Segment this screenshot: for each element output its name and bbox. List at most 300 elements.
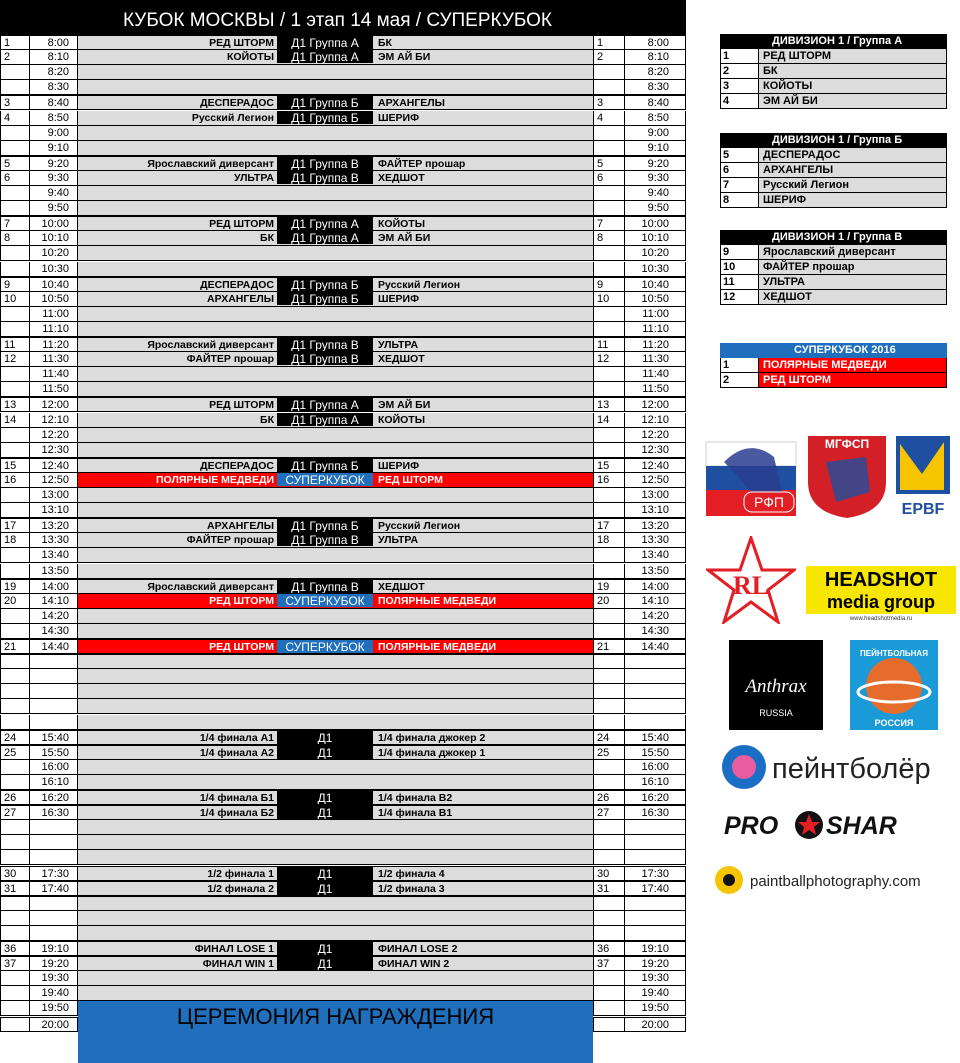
schedule-row — [0, 775, 686, 790]
game-time-right: 19:20 — [625, 956, 686, 971]
game-number-right — [593, 971, 625, 986]
match-cell — [78, 171, 593, 186]
game-number — [0, 428, 30, 443]
team-left: 1/4 финала А2 — [199, 746, 274, 759]
schedule-row — [0, 397, 686, 412]
game-number — [0, 367, 30, 382]
game-time-right: 11:20 — [625, 337, 686, 352]
ceremony-banner — [78, 1001, 593, 1063]
game-number: 2 — [0, 50, 30, 65]
anthrax-logo — [729, 640, 823, 730]
match-cell — [78, 307, 593, 322]
match-cell — [78, 231, 593, 246]
game-time: 8:20 — [30, 65, 78, 80]
game-number-right — [593, 262, 625, 277]
game-number — [0, 684, 30, 699]
schedule-row — [0, 624, 686, 639]
game-number-right — [593, 201, 625, 216]
team-name: ФАЙТЕР прошар — [763, 261, 855, 273]
schedule-row — [0, 307, 686, 322]
team-right: ФИНАЛ LOSE 2 — [378, 943, 458, 955]
team-right: Русский Легион — [378, 278, 461, 291]
team-seed: 6 — [721, 163, 759, 177]
schedule-row — [0, 231, 686, 246]
team-right: ШЕРИФ — [378, 111, 420, 124]
game-number — [0, 307, 30, 322]
match-cell — [78, 95, 593, 110]
schedule-row — [0, 201, 686, 216]
proshar-right: SHAR — [826, 812, 897, 840]
match-cell — [78, 594, 593, 609]
schedule-row — [0, 896, 686, 911]
game-number-right: 7 — [593, 216, 625, 231]
team-left: ДЕСПЕРАДОС — [200, 459, 274, 472]
game-time: 11:40 — [30, 367, 78, 382]
division-label: СУПЕРКУБОК — [277, 640, 373, 653]
game-time-right — [625, 926, 686, 941]
team-left: АРХАНГЕЛЫ — [207, 520, 274, 533]
game-time — [30, 850, 78, 865]
division-label: Д1 Группа Б — [277, 459, 373, 472]
schedule-row — [0, 111, 686, 126]
game-time-right: 13:30 — [625, 533, 686, 548]
game-time: 16:30 — [30, 805, 78, 820]
epbf-text: EPBF — [901, 501, 945, 518]
game-number-right — [593, 624, 625, 639]
game-number-right: 8 — [593, 231, 625, 246]
group-team-row — [720, 193, 947, 208]
game-time-right: 17:40 — [625, 881, 686, 896]
game-time-right: 10:30 — [625, 262, 686, 277]
match-cell — [78, 624, 593, 639]
game-number — [0, 503, 30, 518]
game-time-right: 14:40 — [625, 639, 686, 654]
match-cell — [78, 820, 593, 835]
game-number: 18 — [0, 533, 30, 548]
game-time: 8:30 — [30, 80, 78, 95]
division-label: Д1 Группа В — [277, 171, 373, 184]
game-time-right: 14:30 — [625, 624, 686, 639]
game-time: 13:00 — [30, 488, 78, 503]
game-time: 10:00 — [30, 216, 78, 231]
match-cell — [78, 805, 593, 820]
schedule-row — [0, 262, 686, 277]
match-cell — [78, 835, 593, 850]
division-label: Д1 — [277, 882, 373, 895]
game-number-right — [593, 760, 625, 775]
match-cell — [78, 790, 593, 805]
team-name: РЕД ШТОРМ — [763, 50, 831, 62]
match-cell — [78, 669, 593, 684]
match-cell — [78, 246, 593, 261]
game-number-right: 36 — [593, 941, 625, 956]
match-cell — [78, 262, 593, 277]
game-number-right — [593, 443, 625, 458]
division-label: Д1 Группа А — [277, 413, 373, 426]
game-number — [0, 246, 30, 261]
schedule-row — [0, 790, 686, 805]
team-seed: 10 — [721, 260, 759, 274]
team-left: 1/4 финала А1 — [199, 731, 274, 744]
team-right: УЛЬТРА — [378, 534, 419, 547]
game-number-right — [593, 1001, 625, 1016]
team-left: Ярославский диверсант — [147, 580, 274, 593]
game-time: 9:40 — [30, 186, 78, 201]
schedule-row — [0, 760, 686, 775]
group-team-row — [720, 79, 947, 94]
game-time: 10:10 — [30, 231, 78, 246]
schedule-row — [0, 126, 686, 141]
supercup-title: СУПЕРКУБОК 2016 — [720, 343, 947, 358]
schedule-row — [0, 50, 686, 65]
match-cell — [78, 881, 593, 896]
game-time-right: 9:00 — [625, 126, 686, 141]
game-number-right — [593, 715, 625, 730]
team-seed: 4 — [721, 94, 759, 108]
game-number-right: 9 — [593, 277, 625, 292]
team-left: Ярославский диверсант — [147, 157, 274, 170]
game-number — [0, 186, 30, 201]
division-label: Д1 — [277, 957, 373, 970]
schedule-row — [0, 518, 686, 533]
schedule-row — [0, 65, 686, 80]
team-left: 1/2 финала 1 — [207, 867, 274, 880]
team-seed: 1 — [721, 49, 759, 63]
team-left: Русский Легион — [191, 111, 274, 124]
schedule-row — [0, 35, 686, 50]
schedule-row — [0, 156, 686, 171]
group-team-row — [720, 290, 947, 305]
match-cell — [78, 292, 593, 307]
group-title: ДИВИЗИОН 1 / Группа В — [720, 230, 947, 245]
schedule-row — [0, 926, 686, 941]
match-cell — [78, 699, 593, 714]
game-number-right: 6 — [593, 171, 625, 186]
team-left: БК — [260, 413, 274, 426]
schedule-row — [0, 277, 686, 292]
match-cell — [78, 639, 593, 654]
game-number-right — [593, 65, 625, 80]
division-label: Д1 Группа В — [277, 580, 373, 593]
match-cell — [78, 367, 593, 382]
supercup-team-row — [720, 373, 947, 388]
match-cell — [78, 941, 593, 956]
game-number: 15 — [0, 458, 30, 473]
schedule-row — [0, 941, 686, 956]
group-team-row — [720, 94, 947, 109]
team-seed: 7 — [721, 178, 759, 192]
game-number-right — [593, 820, 625, 835]
game-number-right: 12 — [593, 352, 625, 367]
team-right: БК — [378, 37, 392, 49]
schedule-title-bar — [0, 0, 686, 35]
game-time-right: 9:30 — [625, 171, 686, 186]
team-left: ДЕСПЕРАДОС — [200, 278, 274, 291]
division-label: Д1 Группа А — [277, 398, 373, 411]
game-number — [0, 926, 30, 941]
game-time: 13:50 — [30, 564, 78, 579]
game-time-right: 11:30 — [625, 352, 686, 367]
game-time: 19:40 — [30, 986, 78, 1001]
match-cell — [78, 111, 593, 126]
game-time-right: 15:40 — [625, 730, 686, 745]
game-time: 12:20 — [30, 428, 78, 443]
game-time — [30, 654, 78, 669]
team-right: ПОЛЯРНЫЕ МЕДВЕДИ — [378, 641, 496, 653]
schedule-row — [0, 805, 686, 820]
team-right: 1/4 финала В1 — [378, 807, 453, 820]
match-cell — [78, 443, 593, 458]
team-right: ФИНАЛ WIN 2 — [378, 958, 450, 971]
division-label: Д1 Группа А — [277, 50, 373, 63]
game-time-right: 13:10 — [625, 503, 686, 518]
game-time-right: 19:50 — [625, 1001, 686, 1016]
game-time: 10:30 — [30, 262, 78, 277]
game-time-right — [625, 820, 686, 835]
game-number-right — [593, 548, 625, 563]
group-team-row — [720, 245, 947, 260]
game-time-right: 8:10 — [625, 50, 686, 65]
team-right: Русский Легион — [378, 520, 461, 533]
schedule-row — [0, 609, 686, 624]
game-number-right — [593, 850, 625, 865]
game-number-right — [593, 896, 625, 911]
game-number-right — [593, 322, 625, 337]
game-number: 7 — [0, 216, 30, 231]
schedule-row — [0, 669, 686, 684]
team-name: УЛЬТРА — [763, 276, 805, 288]
schedule-row — [0, 186, 686, 201]
game-time-right: 12:50 — [625, 473, 686, 488]
game-time: 9:10 — [30, 141, 78, 156]
schedule-row — [0, 337, 686, 352]
division-label: Д1 — [277, 942, 373, 955]
team-name: ДЕСПЕРАДОС — [763, 149, 841, 161]
game-number: 25 — [0, 745, 30, 760]
division-label: Д1 Группа В — [277, 352, 373, 365]
game-time-right: 9:50 — [625, 201, 686, 216]
team-name: ЭМ АЙ БИ — [763, 95, 818, 107]
game-time: 8:40 — [30, 95, 78, 110]
game-number — [0, 911, 30, 926]
team-right: 1/4 финала В2 — [378, 792, 453, 804]
group-title: ДИВИЗИОН 1 / Группа Б — [720, 133, 947, 148]
game-time-right: 13:20 — [625, 518, 686, 533]
schedule-row — [0, 382, 686, 397]
game-number-right — [593, 488, 625, 503]
match-cell — [78, 850, 593, 865]
schedule-row — [0, 322, 686, 337]
game-time-right: 9:10 — [625, 141, 686, 156]
proshar-logo — [724, 808, 956, 842]
game-number — [0, 1017, 30, 1032]
game-number: 37 — [0, 956, 30, 971]
game-number-right — [593, 141, 625, 156]
game-number-right — [593, 986, 625, 1001]
paintballer-text: пейнтболёр — [772, 753, 931, 785]
match-cell — [78, 986, 593, 1001]
team-right: ХЕДШОТ — [378, 353, 425, 366]
game-time — [30, 699, 78, 714]
game-number: 21 — [0, 639, 30, 654]
game-time-right — [625, 896, 686, 911]
game-time-right — [625, 835, 686, 850]
game-number — [0, 201, 30, 216]
match-cell — [78, 503, 593, 518]
game-time — [30, 820, 78, 835]
match-cell — [78, 579, 593, 594]
team-right: УЛЬТРА — [378, 339, 419, 351]
game-number — [0, 564, 30, 579]
schedule-row — [0, 986, 686, 1001]
game-time-right: 11:50 — [625, 382, 686, 397]
match-cell — [78, 277, 593, 292]
group-table — [720, 230, 947, 305]
game-number-right — [593, 428, 625, 443]
game-number — [0, 896, 30, 911]
match-cell — [78, 397, 593, 412]
rfp-text: РФП — [754, 494, 784, 510]
supercup-table — [720, 343, 947, 388]
game-time: 13:30 — [30, 533, 78, 548]
schedule-row — [0, 443, 686, 458]
game-number — [0, 548, 30, 563]
team-left: РЕД ШТОРМ — [209, 218, 274, 231]
ceremony-text: ЦЕРЕМОНИЯ НАГРАЖДЕНИЯ — [176, 1004, 495, 1030]
schedule-row — [0, 745, 686, 760]
game-time-right: 13:40 — [625, 548, 686, 563]
division-label: Д1 — [277, 867, 373, 880]
game-number-right: 11 — [593, 337, 625, 352]
game-time: 10:40 — [30, 277, 78, 292]
game-number — [0, 986, 30, 1001]
game-time-right: 13:50 — [625, 564, 686, 579]
game-number-right — [593, 126, 625, 141]
game-number: 14 — [0, 413, 30, 428]
game-number-right — [593, 367, 625, 382]
team-name: РЕД ШТОРМ — [763, 374, 831, 386]
match-cell — [78, 156, 593, 171]
match-cell — [78, 730, 593, 745]
schedule-row — [0, 428, 686, 443]
game-number-right: 16 — [593, 473, 625, 488]
game-time: 16:00 — [30, 760, 78, 775]
team-right: ЭМ АЙ БИ — [378, 51, 431, 64]
game-number-right: 26 — [593, 790, 625, 805]
match-cell — [78, 382, 593, 397]
match-cell — [78, 428, 593, 443]
team-left: ДЕСПЕРАДОС — [200, 97, 274, 110]
game-number: 19 — [0, 579, 30, 594]
team-left: 1/2 финала 2 — [207, 882, 274, 895]
game-number-right — [593, 835, 625, 850]
game-number-right: 19 — [593, 579, 625, 594]
game-time-right: 12:20 — [625, 428, 686, 443]
match-cell — [78, 684, 593, 699]
game-time-right: 16:00 — [625, 760, 686, 775]
division-label: Д1 — [277, 731, 373, 744]
game-number-right — [593, 246, 625, 261]
game-time: 17:30 — [30, 866, 78, 881]
game-time-right: 9:40 — [625, 186, 686, 201]
game-number-right: 2 — [593, 50, 625, 65]
game-time-right: 19:30 — [625, 971, 686, 986]
game-number: 31 — [0, 881, 30, 896]
rl-logo — [706, 536, 796, 624]
headshot-text: HEADSHOT — [824, 569, 938, 591]
game-time-right: 16:30 — [625, 805, 686, 820]
team-name: БК — [763, 65, 778, 77]
team-name: ПОЛЯРНЫЕ МЕДВЕДИ — [763, 359, 887, 371]
game-time: 9:30 — [30, 171, 78, 186]
game-time: 20:00 — [30, 1017, 78, 1032]
division-label: Д1 — [277, 806, 373, 819]
game-number: 11 — [0, 337, 30, 352]
game-time: 15:50 — [30, 745, 78, 760]
team-right: 1/4 финала джокер 1 — [378, 746, 486, 759]
game-number-right: 20 — [593, 594, 625, 609]
game-number: 12 — [0, 352, 30, 367]
match-cell — [78, 413, 593, 428]
game-time: 14:30 — [30, 624, 78, 639]
game-time — [30, 896, 78, 911]
game-number — [0, 624, 30, 639]
game-time: 19:10 — [30, 941, 78, 956]
group-team-row — [720, 275, 947, 290]
game-number-right — [593, 699, 625, 714]
division-label: Д1 Группа В — [277, 533, 373, 546]
game-number-right — [593, 684, 625, 699]
game-number-right: 24 — [593, 730, 625, 745]
team-right: КОЙОТЫ — [378, 413, 425, 426]
game-time-right: 17:30 — [625, 866, 686, 881]
game-time-right: 8:00 — [625, 35, 686, 50]
game-time-right: 13:00 — [625, 488, 686, 503]
team-left: КОЙОТЫ — [227, 51, 274, 64]
game-number-right: 5 — [593, 156, 625, 171]
game-time-right: 9:20 — [625, 156, 686, 171]
game-number-right — [593, 775, 625, 790]
game-time: 12:40 — [30, 458, 78, 473]
game-time-right: 11:10 — [625, 322, 686, 337]
schedule-row — [0, 956, 686, 971]
division-label: Д1 Группа Б — [277, 292, 373, 305]
headshot-sub: media group — [826, 592, 936, 612]
schedule-row — [0, 579, 686, 594]
game-time: 19:50 — [30, 1001, 78, 1016]
rfp-logo — [704, 432, 798, 520]
team-left: РЕД ШТОРМ — [209, 641, 274, 653]
division-label: Д1 Группа А — [277, 231, 373, 244]
game-time: 11:30 — [30, 352, 78, 367]
game-number-right — [593, 382, 625, 397]
game-number: 5 — [0, 156, 30, 171]
game-time-right: 10:50 — [625, 292, 686, 307]
mgfsp-logo — [806, 432, 888, 520]
game-time: 16:20 — [30, 790, 78, 805]
game-number: 20 — [0, 594, 30, 609]
team-right: АРХАНГЕЛЫ — [378, 97, 445, 110]
schedule-row — [0, 699, 686, 714]
headshot-logo — [806, 566, 956, 622]
game-time-right: 8:20 — [625, 65, 686, 80]
game-number-right: 14 — [593, 413, 625, 428]
schedule-row — [0, 639, 686, 654]
schedule-row — [0, 881, 686, 896]
division-label: СУПЕРКУБОК — [277, 473, 373, 486]
game-time: 13:40 — [30, 548, 78, 563]
team-left: РЕД ШТОРМ — [209, 594, 274, 607]
